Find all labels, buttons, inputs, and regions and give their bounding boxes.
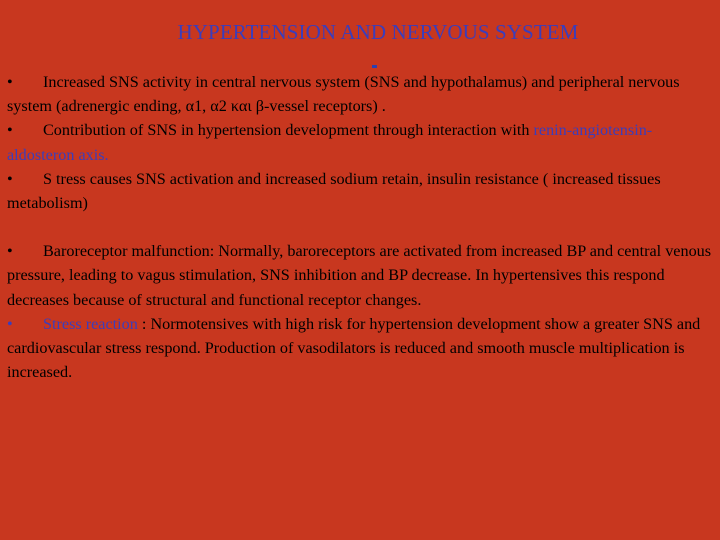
- bullet-marker: •: [7, 314, 13, 333]
- bullet-marker: •: [7, 73, 13, 91]
- stress-reaction-highlight: Stress reaction: [43, 314, 138, 333]
- slide-content: [7, 70, 713, 384]
- bullet-baroreceptor: [7, 239, 713, 312]
- bullet-text: Contribution of SNS in hypertension development through interaction with: [43, 121, 534, 140]
- bullet-stress-activation: [7, 167, 713, 215]
- title-marker: [372, 65, 377, 68]
- raa-axis-highlight: renin-angiotensin-aldosteron axis.: [7, 121, 653, 164]
- bullet-text: : Normotensives with high risk for hypertension development show a greater SNS and cardiovascular stress respond. Production of vasodilators is reduced and smooth muscle multiplication is increased.: [7, 314, 701, 382]
- bullet-marker: •: [7, 169, 13, 188]
- bullet-text: S tress causes SNS activation and increased sodium retain, insulin resistance ( increased tissues metabolism): [7, 169, 661, 213]
- bullet-stress-reaction: [7, 312, 713, 385]
- paragraph-gap: [7, 215, 713, 239]
- bullet-text: Increased SNS activity in central nervous system (SNS and hypothalamus) and peripheral nervous system (adrenergic ending, α1, α2 και β-vessel receptors) .: [7, 73, 680, 116]
- bullet-marker: •: [7, 121, 13, 140]
- bullet-marker: •: [7, 242, 13, 261]
- bullet-text: Baroreceptor malfunction: Normally, baroreceptors are activated from increased BP and central venous pressure, leading to vagus stimulation, SNS inhibition and BP decrease. In hypertensives this respond decreases because of structural and functional receptor changes.: [7, 242, 712, 309]
- slide-title: HYPERTENSION AND NERVOUS SYSTEM: [177, 20, 579, 44]
- bullet-sns-contribution: [7, 118, 713, 166]
- bullet-sns-activity: [7, 70, 713, 118]
